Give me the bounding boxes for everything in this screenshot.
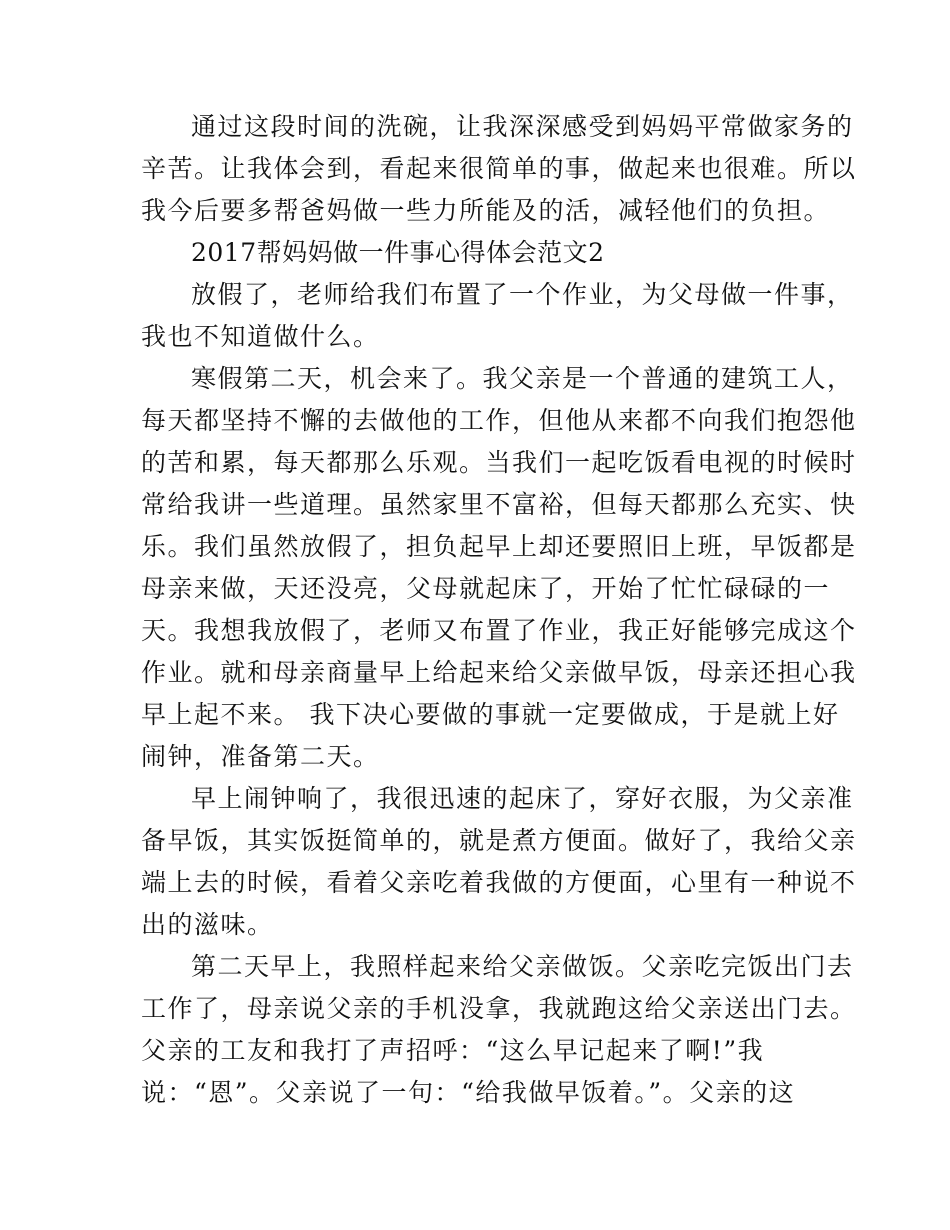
- paragraph-line: 母亲来做，天还没亮，父母就起床了，开始了忙忙碌碌的一: [141, 574, 831, 603]
- paragraph-line: 早上闹钟响了，我很迅速的起床了，穿好衣服，为父亲准: [191, 784, 854, 813]
- paragraph-line: 我也不知道做什么。: [141, 322, 380, 351]
- paragraph-line: 出的滋味。: [141, 910, 274, 939]
- paragraph-line: 放假了，老师给我们布置了一个作业，为父母做一件事，: [191, 280, 854, 309]
- document-body: [141, 106, 857, 1114]
- paragraph-line: 我今后要多帮爸妈做一些力所能及的活，减轻他们的负担。: [141, 196, 831, 225]
- paragraph-line: 端上去的时候，看着父亲吃着我做的方便面，心里有一种说不: [141, 868, 857, 897]
- paragraph-line: 寒假第二天，机会来了。我父亲是一个普通的建筑工人，: [191, 364, 854, 393]
- paragraph-line: 的苦和累，每天都那么乐观。当我们一起吃饭看电视的时候时: [141, 448, 857, 477]
- paragraph-line: 早上起不来。 我下决心要做的事就一定要做成，于是就上好: [141, 700, 840, 729]
- paragraph-line: 说：“恩”。父亲说了一句：“给我做早饭着。”。父亲的这: [141, 1078, 796, 1107]
- paragraph-line: 通过这段时间的洗碗，让我深深感受到妈妈平常做家务的: [191, 112, 854, 141]
- section-heading: 2017帮妈妈做一件事心得体会范文2: [191, 238, 605, 267]
- paragraph-line: 每天都坚持不懈的去做他的工作，但他从来都不向我们抱怨他: [141, 406, 857, 435]
- paragraph-line: 闹钟，准备第二天。: [141, 742, 380, 771]
- paragraph-line: 第二天早上，我照样起来给父亲做饭。父亲吃完饭出门去: [191, 952, 854, 981]
- paragraph-line: 备早饭，其实饭挺简单的，就是煮方便面。做好了，我给父亲: [141, 826, 857, 855]
- paragraph-line: 常给我讲一些道理。虽然家里不富裕，但每天都那么充实、快: [141, 490, 857, 519]
- paragraph-line: 作业。就和母亲商量早上给起来给父亲做早饭，母亲还担心我: [141, 658, 857, 687]
- paragraph-line: 乐。我们虽然放假了，担负起早上却还要照旧上班，早饭都是: [141, 532, 857, 561]
- paragraph-line: 天。我想我放假了，老师又布置了作业，我正好能够完成这个: [141, 616, 857, 645]
- paragraph-line: 父亲的工友和我打了声招呼：“这么早记起来了啊!”我: [141, 1036, 765, 1065]
- paragraph-line: 工作了，母亲说父亲的手机没拿，我就跑这给父亲送出门去。: [141, 994, 857, 1023]
- paragraph-line: 辛苦。让我体会到，看起来很简单的事，做起来也很难。所以: [141, 154, 857, 183]
